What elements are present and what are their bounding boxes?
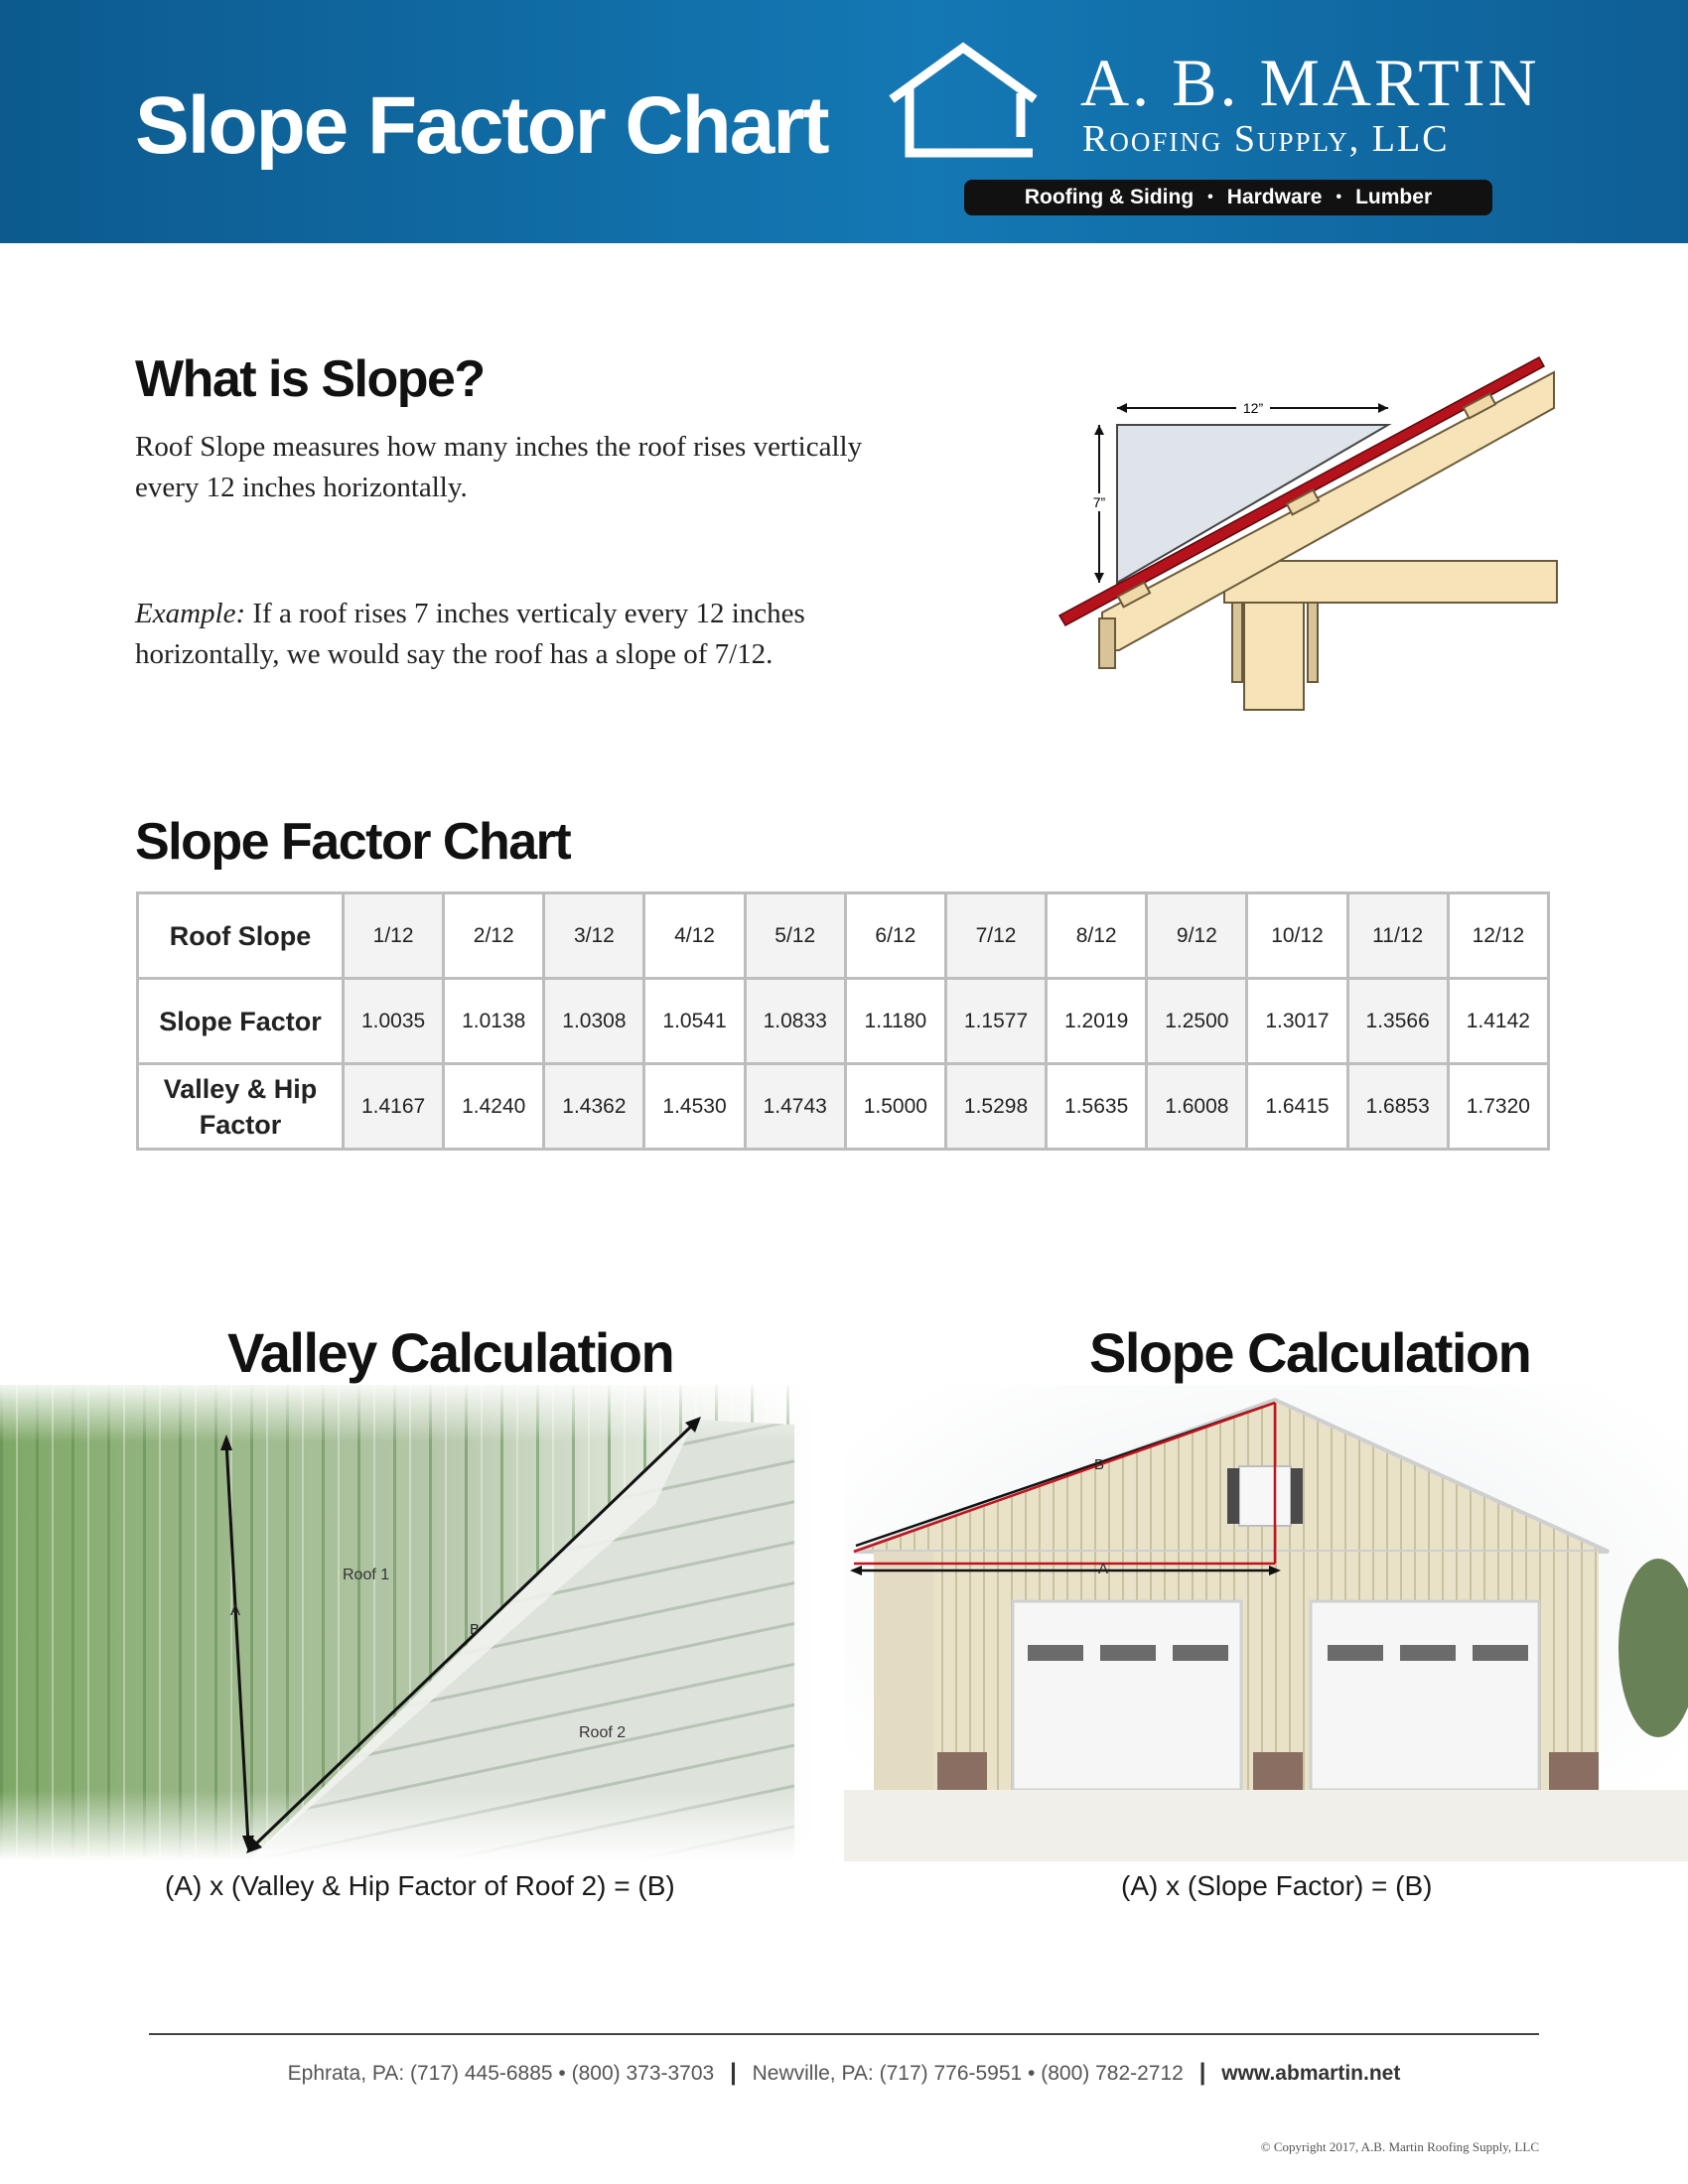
table-row — [138, 1064, 1549, 1150]
label-roof-2: Roof 2 — [579, 1724, 627, 1741]
wall-stud — [1308, 603, 1318, 682]
example-paragraph — [135, 594, 949, 675]
valley-formula: (A) x (Valley & Hip Factor of Roof 2) = (B) — [165, 1870, 675, 1901]
arrow-right-icon — [1378, 403, 1388, 413]
separator: | — [730, 2059, 737, 2086]
label-a: A — [230, 1602, 241, 1619]
page-title: Slope Factor Chart — [135, 80, 828, 171]
page-header — [0, 0, 1688, 243]
cell-valley-hip-factor: 1.5298 — [945, 1064, 1046, 1150]
label-a: A — [1098, 1561, 1109, 1577]
brand-subtitle: Roofing Supply, LLC — [1082, 118, 1450, 160]
valley-roof-illustration — [0, 1385, 814, 1861]
tagline-item: Hardware — [1226, 186, 1323, 208]
cell-roof-slope: 8/12 — [1047, 893, 1147, 979]
cell-valley-hip-factor: 1.6853 — [1347, 1064, 1448, 1150]
cell-valley-hip-factor: 1.4362 — [544, 1064, 644, 1150]
copyright: © Copyright 2017, A.B. Martin Roofing Supply, LLC — [1260, 2139, 1539, 2154]
cell-slope-factor: 1.2019 — [1047, 979, 1147, 1064]
shutter — [1227, 1468, 1239, 1524]
brick-base — [1253, 1752, 1303, 1790]
row-header-slope-factor: Slope Factor — [138, 979, 344, 1064]
side-wall — [874, 1552, 933, 1790]
garage-door-right — [1311, 1601, 1539, 1790]
footer-divider — [149, 2033, 1539, 2035]
row-header-valley-hip-factor: Valley & Hip Factor — [138, 1064, 344, 1150]
arrow-left-icon — [1117, 403, 1127, 413]
cell-valley-hip-factor: 1.4743 — [745, 1064, 845, 1150]
wall-stud — [1232, 603, 1242, 682]
tagline-item: Lumber — [1355, 186, 1433, 208]
arrow-up-icon — [1094, 425, 1104, 435]
cell-slope-factor: 1.0308 — [544, 979, 644, 1064]
gable-window — [1239, 1466, 1291, 1526]
arrow-down-icon — [1094, 573, 1104, 583]
table-row — [138, 979, 1549, 1064]
cell-roof-slope: 1/12 — [344, 893, 444, 979]
cell-slope-factor: 1.1180 — [845, 979, 945, 1064]
bullet-icon: • — [1336, 189, 1342, 205]
cell-roof-slope: 10/12 — [1247, 893, 1347, 979]
brick-base — [1549, 1752, 1599, 1790]
brand-name: A. B. MARTIN — [1080, 45, 1540, 120]
cell-slope-factor: 1.2500 — [1147, 979, 1247, 1064]
website-link[interactable]: www.abmartin.net — [1221, 2062, 1401, 2085]
cell-roof-slope: 11/12 — [1347, 893, 1448, 979]
run-label: 12” — [1242, 400, 1264, 416]
ceiling-beam — [1224, 561, 1557, 603]
cell-slope-factor: 1.0138 — [444, 979, 544, 1064]
cell-roof-slope: 6/12 — [845, 893, 945, 979]
slope-calc-heading: Slope Calculation — [1089, 1321, 1531, 1384]
slope-factor-table — [136, 891, 1550, 1151]
shutter — [1291, 1468, 1303, 1524]
brick-base — [937, 1752, 987, 1790]
house-logo-icon — [884, 42, 1043, 161]
chart-heading: Slope Factor Chart — [135, 813, 571, 871]
label-b: B — [470, 1621, 481, 1638]
example-label: Example: — [135, 598, 246, 629]
cell-valley-hip-factor: 1.6415 — [1247, 1064, 1347, 1150]
cell-valley-hip-factor: 1.5000 — [845, 1064, 945, 1150]
garage-illustration — [844, 1385, 1688, 1861]
cell-slope-factor: 1.0833 — [745, 979, 845, 1064]
cell-roof-slope: 4/12 — [644, 893, 745, 979]
cell-valley-hip-factor: 1.5635 — [1047, 1064, 1147, 1150]
valley-heading: Valley Calculation — [227, 1321, 674, 1384]
cell-valley-hip-factor: 1.7320 — [1448, 1064, 1548, 1150]
bullet-icon: • — [1207, 189, 1213, 205]
garage-door-left — [1013, 1601, 1241, 1790]
label-b: B — [1094, 1456, 1105, 1473]
example-body: If a roof rises 7 inches verticaly every 12 inches horizontally, we would say the roof has a slope of 7/12. — [135, 598, 805, 670]
cell-valley-hip-factor: 1.6008 — [1147, 1064, 1247, 1150]
cell-slope-factor: 1.1577 — [945, 979, 1046, 1064]
driveway — [844, 1790, 1688, 1861]
footer-contact — [0, 2059, 1688, 2087]
cell-roof-slope: 5/12 — [745, 893, 845, 979]
cell-roof-slope: 7/12 — [945, 893, 1046, 979]
fascia-board — [1099, 618, 1115, 668]
cell-roof-slope: 9/12 — [1147, 893, 1247, 979]
rise-label: 7” — [1092, 494, 1106, 510]
cell-slope-factor: 1.3017 — [1247, 979, 1347, 1064]
cell-valley-hip-factor: 1.4240 — [444, 1064, 544, 1150]
cell-slope-factor: 1.4142 — [1448, 979, 1548, 1064]
contact-ephrata: Ephrata, PA: (717) 445-6885 • (800) 373-3703 — [287, 2062, 715, 2085]
roof-slope-diagram — [1048, 352, 1564, 715]
label-roof-1: Roof 1 — [343, 1567, 390, 1583]
slope-formula: (A) x (Slope Factor) = (B) — [1121, 1870, 1433, 1901]
contact-newville: Newville, PA: (717) 776-5951 • (800) 782-2712 — [752, 2062, 1184, 2085]
cell-roof-slope: 3/12 — [544, 893, 644, 979]
intro-heading: What is Slope? — [135, 350, 485, 408]
cell-valley-hip-factor: 1.4530 — [644, 1064, 745, 1150]
row-header-roof-slope: Roof Slope — [138, 893, 344, 979]
tagline-bar — [964, 180, 1492, 215]
cell-slope-factor: 1.0035 — [344, 979, 444, 1064]
cell-roof-slope: 2/12 — [444, 893, 544, 979]
cell-roof-slope: 12/12 — [1448, 893, 1548, 979]
cell-slope-factor: 1.0541 — [644, 979, 745, 1064]
wall-post — [1244, 603, 1304, 710]
fade-overlay — [0, 1385, 814, 1861]
cell-slope-factor: 1.3566 — [1347, 979, 1448, 1064]
intro-paragraph: Roof Slope measures how many inches the roof rises vertically every 12 inches horizontally. — [135, 431, 863, 503]
separator: | — [1198, 2059, 1206, 2086]
tagline-item: Roofing & Siding — [1024, 186, 1195, 208]
cell-valley-hip-factor: 1.4167 — [344, 1064, 444, 1150]
table-row — [138, 893, 1549, 979]
